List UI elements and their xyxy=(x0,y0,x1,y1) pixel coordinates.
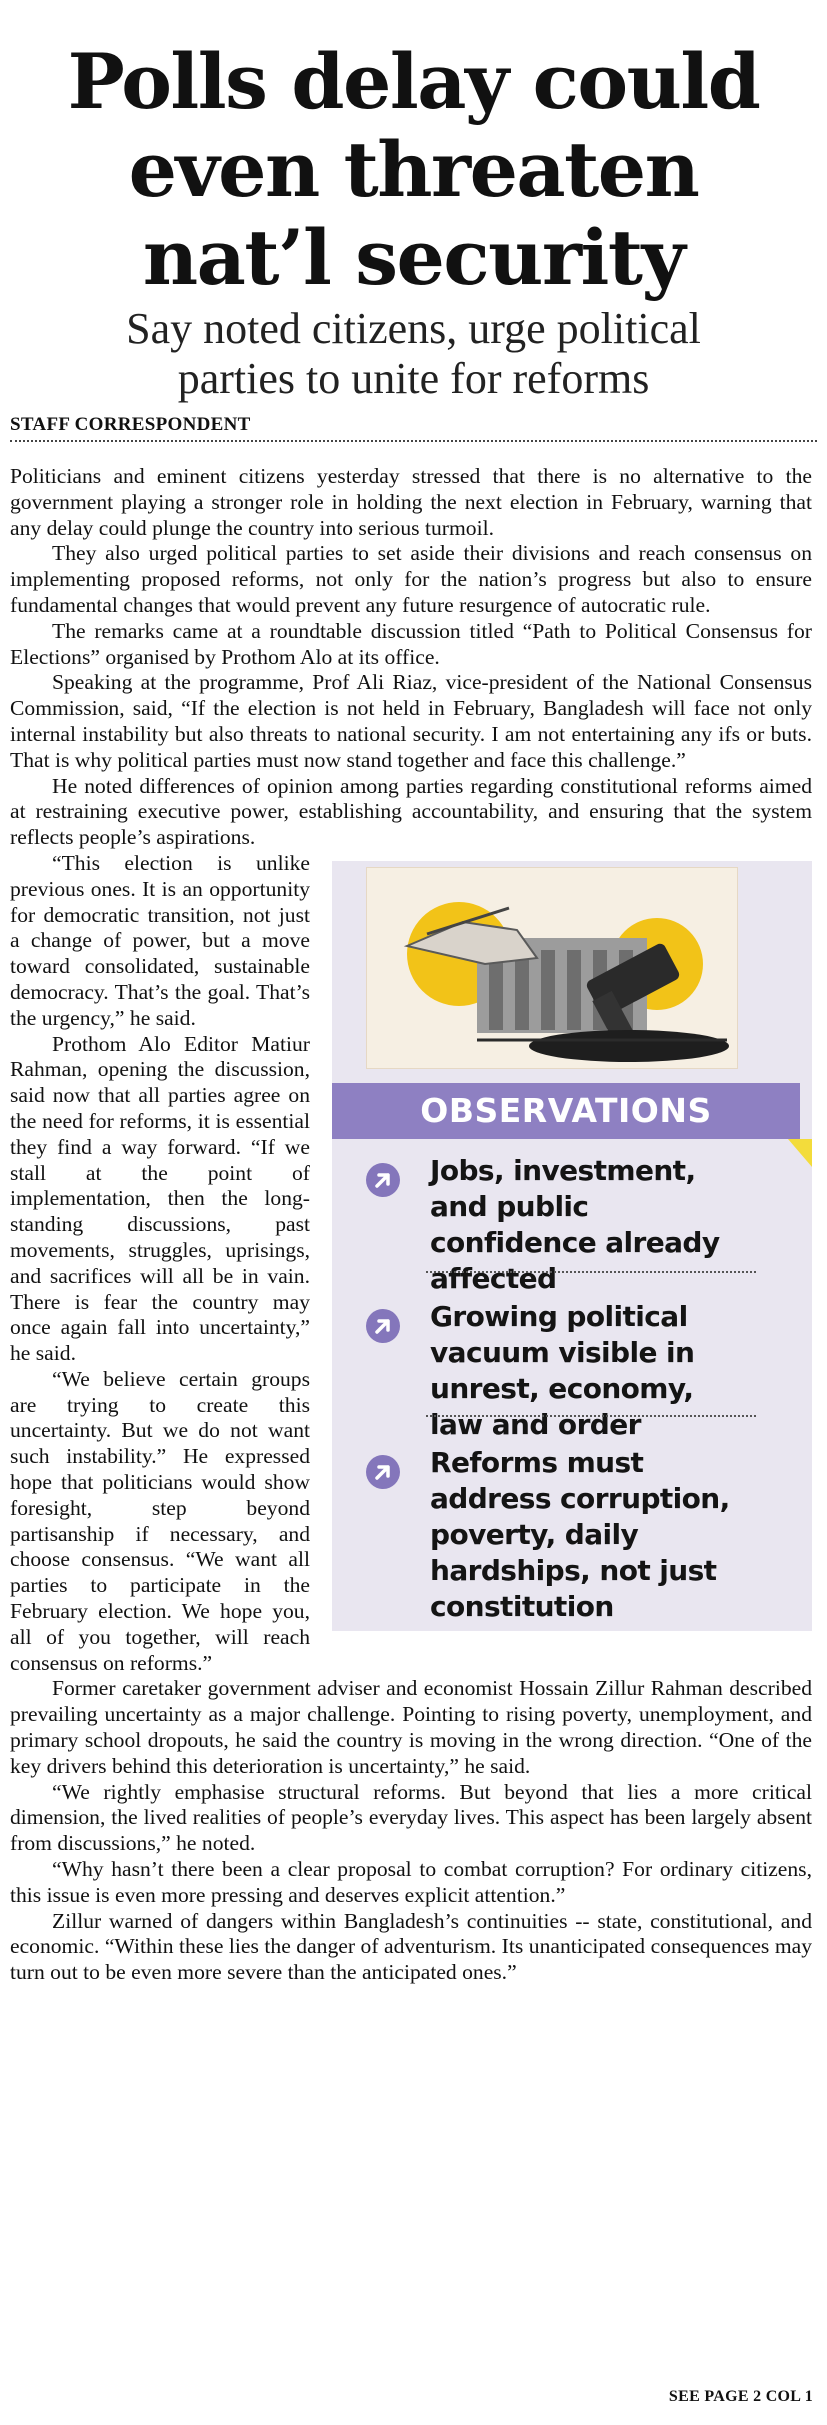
observation-divider xyxy=(426,1415,756,1417)
observation-item xyxy=(332,1153,812,1299)
observations-sidebar xyxy=(332,861,812,1631)
headline-line: nat’l security xyxy=(142,213,685,302)
paragraph: Prothom Alo Editor Matiur Rahman, opening the discussion, said now that all parties agree on the need for reforms, it is essential they find a way forward. “If we stall at the point of implementation, then the long-standing discussions, past movements, struggles, uprisings, and sacrifices will all be in vain. There is fear the country may once again fall into uncertainty,” he said. xyxy=(10,1031,310,1366)
observations-banner: OBSERVATIONS xyxy=(332,1083,800,1139)
headline-line: even threaten xyxy=(128,125,699,214)
paragraph: He noted differences of opinion among parties regarding constitutional reforms aimed at restraining executive power, establishing accountability, and ensuring that the system reflects people’s aspirations. xyxy=(10,773,812,850)
paragraph: Former caretaker government adviser and economist Hossain Zillur Rahman described prevailing uncertainty as a major challenge. Pointing to rising poverty, unemployment, and primary school dropouts, he said the country is moving in the wrong direction. “One of the key drivers behind this deterioration is uncertainty,” he said. xyxy=(10,1676,812,1778)
article-body xyxy=(10,464,812,1986)
observation-text: Growing political vacuum visible in unrest, economy, law and order xyxy=(430,1299,695,1441)
paragraph: “Why hasn’t there been a clear proposal to combat corruption? For ordinary citizens, this issue is even more pressing and deserves explicit attention.” xyxy=(10,1857,812,1907)
observation-text: Jobs, investment, and public confidence already affected xyxy=(430,1153,720,1295)
headline-line: Polls delay could xyxy=(67,37,760,126)
paragraph: “This election is unlike previous ones. It is an opportunity for democratic transition, not just a change of power, but a move toward consolidated, sustainable democracy. That’s the goal. That’s the urgency,” he said. xyxy=(10,850,310,1030)
paragraph: Zillur warned of dangers within Bangladesh’s continuities -- state, constitutional, and economic. “Within these lies the danger of adventurism. Its unanticipated consequences may turn out to be even more severe than the anticipated ones.” xyxy=(10,1908,812,1985)
arrow-up-right-icon xyxy=(366,1163,400,1197)
jump-line: SEE PAGE 2 COL 1 xyxy=(668,2388,813,2405)
paragraph: “We rightly emphasise structural reforms. But beyond that lies a more critical dimension, the lived realities of people’s everyday lives. This aspect has been largely absent from discussions,” he noted. xyxy=(10,1779,812,1856)
observation-item xyxy=(332,1299,812,1445)
subheadline-line: parties to unite for reforms xyxy=(177,354,650,403)
byline-divider xyxy=(10,440,817,442)
headline xyxy=(0,0,827,302)
paragraph: “We believe certain groups are trying to create this uncertainty. But we do not want such instability.” He expressed hope that politicians would show foresight, step beyond partisanship if necessary, and choose consensus. “We want all parties to participate in the February election. We hope you, all of you together, will reach consensus on reforms.” xyxy=(10,1366,310,1675)
gavel-drawing-icon xyxy=(367,868,737,1068)
subheadline-line: Say noted citizens, urge political xyxy=(126,304,701,353)
paragraph: They also urged political parties to set aside their divisions and reach consensus on implementing proposed reforms, not only for the nation’s progress but also to ensure fundamental changes that would prevent any future resurgence of autocratic rule. xyxy=(10,541,812,617)
paragraph: Politicians and eminent citizens yesterday stressed that there is no alternative to the government playing a stronger role in holding the next election in February, warning that any delay could plunge the country into serious turmoil. xyxy=(10,464,812,540)
observation-item xyxy=(332,1445,812,1623)
gavel-illustration xyxy=(366,867,738,1069)
observation-text: Reforms must address corruption, poverty, daily hardships, not just constitution xyxy=(430,1445,730,1623)
arrow-up-right-icon xyxy=(366,1309,400,1343)
paragraph: The remarks came at a roundtable discussion titled “Path to Political Consensus for Elections” organised by Prothom Alo at its office. xyxy=(10,618,812,669)
observation-divider xyxy=(426,1271,756,1273)
arrow-up-right-icon xyxy=(366,1455,400,1489)
subheadline xyxy=(0,304,827,404)
paragraph: Speaking at the programme, Prof Ali Riaz, vice-president of the National Consensus Commission, said, “If the election is not held in February, Bangladesh will face not only internal instability but also threats to national security. I am not entertaining any ifs or buts. That is why political parties must now stand together and face this challenge.” xyxy=(10,670,812,772)
byline: STAFF CORRESPONDENT xyxy=(10,414,251,435)
observations-list xyxy=(332,1153,812,1623)
